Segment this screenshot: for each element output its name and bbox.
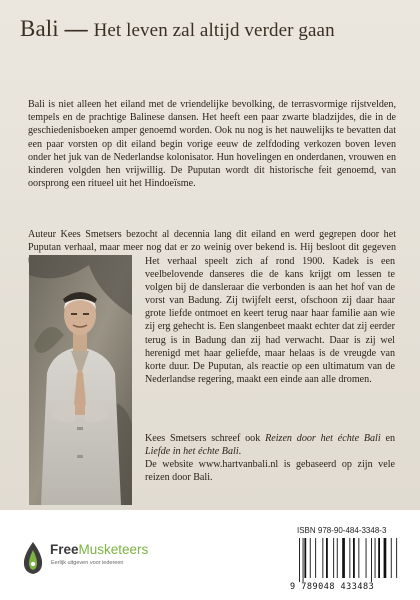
title-dash: — (64, 16, 88, 41)
barcode-bar (326, 538, 328, 578)
other-books-period: . (238, 446, 242, 458)
barcode-bar (303, 538, 304, 582)
barcode-bar (299, 538, 300, 582)
blurb-paragraph-1: Bali is niet alleen het eiland met de vriendelijke bevolking, de terrasvormige rijstvelden, tempels en de prachtige Balinese dansen. Het heeft een paar zwarte bladzijdes, die in de geschiedenisboeken amper genoemd worden. Ook nu nog is het nauwelijks te bevatten dat een paar vorsten op dit eiland begin vorige eeuw de zelfdoding verkozen boven leven onder het juk van de Nederlandse kolonisator. Hun hovelingen en onderdanen, vrouwen en kinderen volgden hen vrijwillig. De Puputan wordt dit historische feit genoemd, van oorsprong een ritueel uit het Hindoeïsme. (28, 99, 396, 190)
isbn-label: ISBN 978-90-484-3348-3 (297, 526, 387, 535)
book-title (20, 16, 410, 42)
barcode-bar (384, 538, 387, 578)
barcode-bar (371, 538, 372, 582)
barcode-bar (315, 538, 316, 578)
barcode-bar (333, 538, 334, 578)
barcode-bar (342, 538, 345, 578)
barcode-bar (358, 538, 359, 578)
flame-drop-icon (20, 541, 46, 575)
blurb-paragraph-2: Auteur Kees Smetsers bezocht al decennia lang dit eiland en werd gegrepen door het Puputan verhaal, maar meer nog dat er zo weinig over bekend is. Hij besloot dit gegeven (28, 229, 396, 254)
other-books-intro: Kees Smetsers schreef ook (145, 433, 266, 444)
barcode-bar (375, 538, 376, 578)
website-sentence: De website www.hartvanbali.nl is gebaseerd op zijn vele reizen door Bali. (145, 459, 395, 484)
barcode-icon (298, 538, 400, 582)
title-main: Bali (20, 16, 59, 41)
other-books-and: en (380, 433, 395, 444)
book-title-reizen: Reizen door het échte Bali (265, 433, 381, 444)
barcode-bar (304, 538, 306, 578)
barcode-bar (337, 538, 338, 578)
barcode-bar (353, 538, 355, 578)
publisher-name-free: Free (50, 542, 79, 557)
barcode-bar (396, 538, 397, 578)
publisher-tagline: Eerlijk uitgeven voor iedereen (51, 560, 124, 566)
blurb-paragraph-4 (145, 432, 395, 484)
barcode-digits: 9 789048 433483 (290, 582, 375, 592)
barcode-bar (349, 538, 350, 578)
publisher-name (50, 542, 148, 557)
book-title-liefde: Liefde in het échte Bali (145, 446, 239, 458)
author-photo (29, 255, 132, 505)
barcode-bar (310, 538, 311, 578)
blurb-paragraph-3: Het verhaal speelt zich af rond 1900. Kadek is een veelbelovende danseres die de kans krijgt om lessen te volgen bij de dansleraar die verbonden is aan het hof van de vorst van Badung. Zij twijfelt eerst, ofschoon zij daar haar grote liefde ontmoet en keert terug naar haar familie aan wie zij erg gehecht is. Een slangenbeet maakt echter dat zij eerder terug is in Badung dan zij had verwacht. Daar is zij wel herenigd met haar geliefde, maar helaas is de vreugde van korte duur. De Puputan, als reactie op een ultimatum van de Nederlandse regering, maakt een einde aan alle dromen. (145, 256, 395, 385)
barcode-bar (366, 538, 367, 578)
publisher-logo (20, 540, 160, 576)
barcode-bar (378, 538, 380, 578)
barcode-bar (322, 538, 323, 578)
barcode-bar (391, 538, 392, 578)
publisher-name-musketeers: Musketeers (78, 542, 149, 557)
title-subtitle: Het leven zal altijd verder gaan (93, 20, 335, 41)
